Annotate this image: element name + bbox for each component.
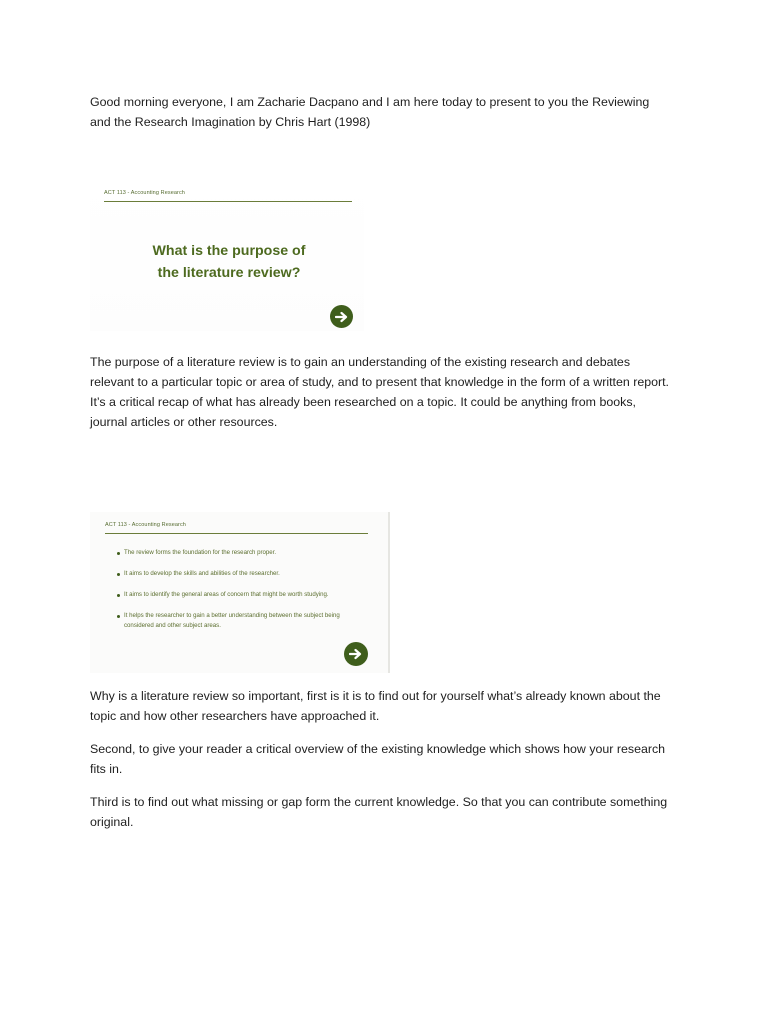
slide-image-purpose xyxy=(90,179,364,331)
slide-bullet-item: The review forms the foundation for the research proper. xyxy=(117,548,357,558)
intro-paragraph: Good morning everyone, I am Zacharie Dacpano and I am here today to present to you the Reviewing and the Research Imagination by Chris Hart (1998) xyxy=(90,95,650,129)
slide-course-label: ACT 113 - Accounting Research xyxy=(105,522,186,528)
purpose-paragraph: The purpose of a literature review is to gain an understanding of the existing research and debates relevant to a particular topic or area of study, and to present that knowledge in the form of a written report. It’s a critical recap of what has already been researched on a topic. It could be anything from books, journal articles or other resources. xyxy=(90,355,670,429)
slide-question-line-2: the literature review? xyxy=(157,265,301,281)
second-paragraph: Second, to give your reader a critical overview of the existing knowledge which shows how your research fits in. xyxy=(90,742,666,776)
arrow-right-circle-icon xyxy=(330,305,353,328)
slide-bullet-item: It aims to identify the general areas of concern that might be worth studying. xyxy=(117,590,357,600)
slide-question-line-1: What is the purpose of xyxy=(152,243,306,259)
slide-bullet-item: It helps the researcher to gain a better understanding between the subject being considered and other subject areas. xyxy=(117,611,357,631)
arrow-right-circle-icon xyxy=(344,642,368,666)
third-paragraph: Third is to find out what missing or gap form the current knowledge. So that you can contribute something original. xyxy=(90,795,668,829)
slide-divider xyxy=(104,201,352,202)
slide-divider xyxy=(105,533,368,534)
slide-bullet-item: It aims to develop the skills and abilities of the researcher. xyxy=(117,569,357,579)
slide-bullet-list xyxy=(117,548,357,642)
slide-question-title xyxy=(90,240,364,284)
why-paragraph: Why is a literature review so important, first is it is to find out for yourself what’s already known about the topic and how other researchers have approached it. xyxy=(90,689,661,723)
slide-course-label: ACT 113 - Accounting Research xyxy=(104,190,185,196)
slide-image-bullets xyxy=(90,512,390,673)
